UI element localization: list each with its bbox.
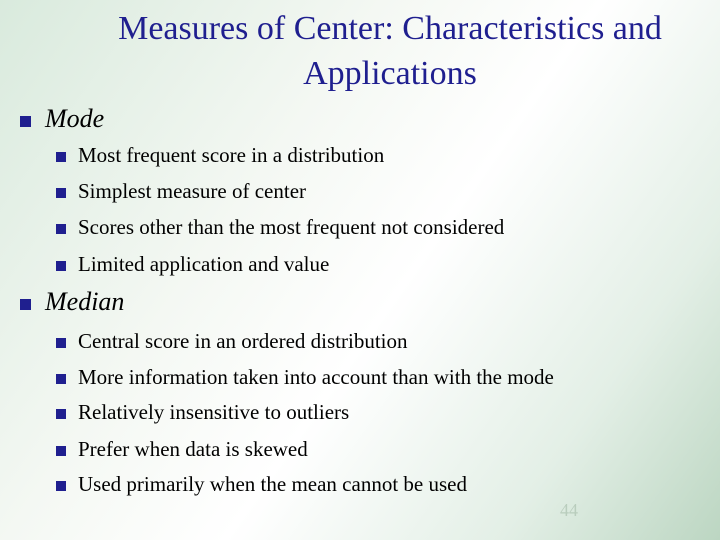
list-item-text: Prefer when data is skewed xyxy=(78,437,308,461)
list-item xyxy=(56,437,308,462)
slide-title xyxy=(60,6,720,96)
bullet-square-icon xyxy=(56,224,66,234)
bullet-square-icon xyxy=(56,481,66,491)
bullet-square-icon xyxy=(56,446,66,456)
list-item xyxy=(56,215,504,240)
list-item xyxy=(56,472,467,497)
bullet-square-icon xyxy=(56,152,66,162)
section-heading-label: Mode xyxy=(45,104,105,133)
list-item xyxy=(56,329,408,354)
list-item-text: Simplest measure of center xyxy=(78,179,307,203)
section-heading-mode xyxy=(20,104,104,134)
slide-number: 44 xyxy=(560,500,578,520)
list-item-text: Relatively insensitive to outliers xyxy=(78,400,350,424)
list-item xyxy=(56,179,306,204)
bullet-square-icon xyxy=(56,338,66,348)
slide-title-line-1: Measures of Center: Characteristics and xyxy=(118,10,662,47)
list-item-text: Central score in an ordered distribution xyxy=(78,329,408,353)
list-item-text: Most frequent score in a distribution xyxy=(78,143,385,167)
list-item-text: Limited application and value xyxy=(78,252,330,276)
bullet-square-icon xyxy=(20,116,31,127)
bullet-square-icon xyxy=(56,374,66,384)
list-item xyxy=(56,400,349,425)
bullet-square-icon xyxy=(56,261,66,271)
list-item xyxy=(56,143,384,168)
section-heading-label: Median xyxy=(45,287,125,316)
bullet-square-icon xyxy=(56,188,66,198)
bullet-square-icon xyxy=(56,409,66,419)
slide-title-line-2: Applications xyxy=(303,55,477,92)
list-item xyxy=(56,252,329,277)
section-heading-median xyxy=(20,287,124,317)
list-item xyxy=(56,365,554,390)
list-item-text: Used primarily when the mean cannot be used xyxy=(78,472,467,496)
list-item-text: More information taken into account than with the mode xyxy=(78,365,554,389)
list-item-text: Scores other than the most frequent not considered xyxy=(78,215,505,239)
bullet-square-icon xyxy=(20,299,31,310)
